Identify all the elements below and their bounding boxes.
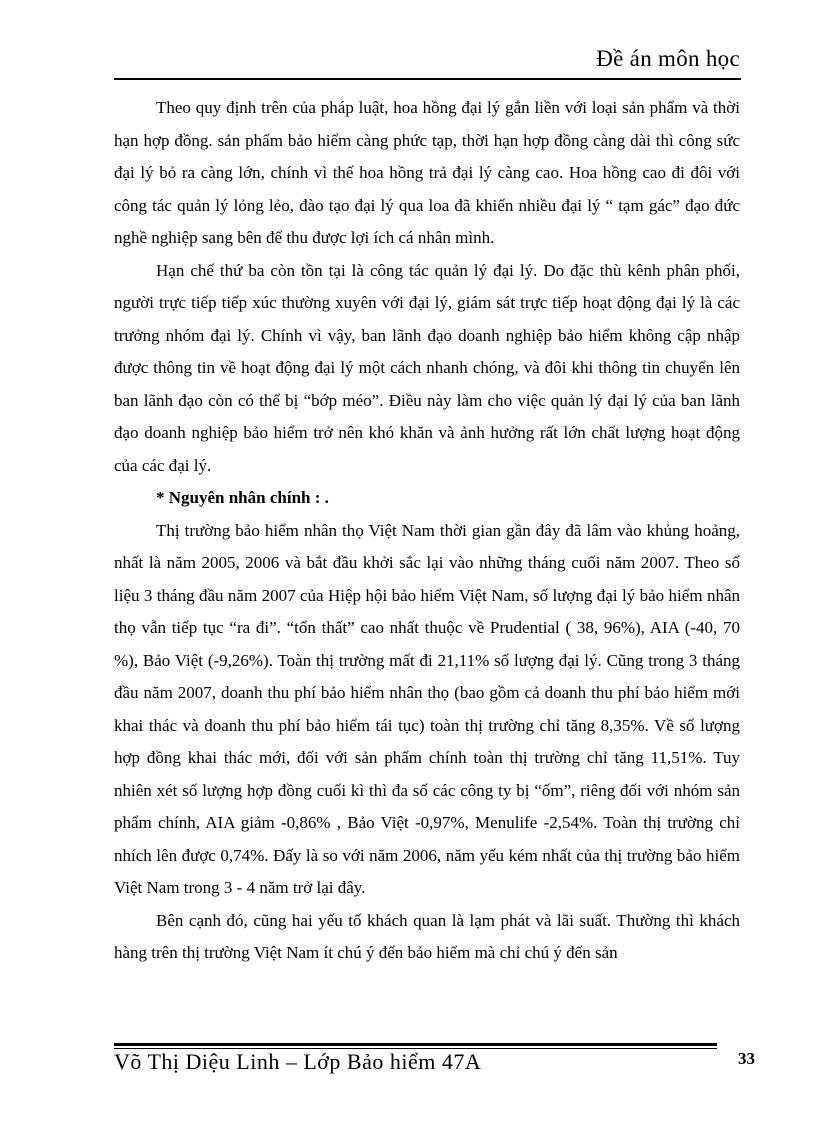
paragraph: Bên cạnh đó, cũng hai yếu tố khách quan là lạm phát và lãi suất. Thường thì khách hàng trên thị trường Việt Nam ít chú ý đến bảo hiểm mà chỉ chú ý đến sản (114, 910, 740, 962)
footer-author: Võ Thị Diệu Linh – Lớp Bảo hiểm 47A (114, 1049, 482, 1074)
page-header-title: Đề án môn học (596, 46, 740, 71)
paragraph: Hạn chế thứ ba còn tồn tại là công tác quản lý đại lý. Do đặc thù kênh phân phối, người trực tiếp tiếp xúc thường xuyên với đại lý, giám sát trực tiếp hoạt động đại lý là các trưởng nhóm đại lý. Chính vì vậy, ban lãnh đạo doanh nghiệp bảo hiểm không cập nhập được thông tin về hoạt động đại lý một cách nhanh chóng, và đôi khi thông tin chuyển lên ban lãnh đạo còn có thể bị “bớp méo”. Điều này làm cho việc quản lý đại lý của ban lãnh đạo doanh nghiệp bảo hiểm trở nên khó khăn và ảnh hưởng rất lớn chất lượng hoạt động của các đại lý. (114, 260, 740, 475)
paragraph: Theo quy định trên của pháp luật, hoa hồng đại lý gắn liền với loại sản phẩm và thời hạn hợp đồng. sản phẩm bảo hiểm càng phức tạp, thời hạn hợp đồng càng dài thì công sức đại lý bỏ ra càng lớn, chính vì thế hoa hồng trả đại lý càng cao. Hoa hồng cao đi đôi với công tác quản lý lỏng lẻo, đào tạo đại lý qua loa đã khiến nhiều đại lý “ tạm gác” đạo đức nghề nghiệp sang bên để thu được lợi ích cá nhân mình. (114, 98, 740, 247)
page-number: 33 (738, 1049, 755, 1068)
footer-divider-thick (114, 1043, 717, 1046)
section-heading: * Nguyên nhân chính : . (156, 488, 329, 507)
document-body (114, 92, 740, 970)
header-divider (114, 78, 741, 80)
paragraph: Thị trường bảo hiểm nhân thọ Việt Nam thời gian gần đây đã lâm vào khủng hoảng, nhất là năm 2005, 2006 và bắt đầu khởi sắc lại vào những tháng cuối năm 2007. Theo số liệu 3 tháng đầu năm 2007 của Hiệp hội bảo hiểm Việt Nam, số lượng đại lý bảo hiểm nhân thọ vẫn tiếp tục “ra đi”. “tổn thất” cao nhất thuộc về Prudential ( 38, 96%), AIA (-40, 70 %), Bảo Việt (-9,26%). Toàn thị trường mất đi 21,11% số lượng đại lý. Cũng trong 3 tháng đầu năm 2007, doanh thu phí bảo hiểm nhân thọ (bao gồm cả doanh thu phí bảo hiểm mới khai thác và doanh thu phí bảo hiểm tái tục) toàn thị trường chỉ tăng 8,35%. Về số lượng hợp đồng khai thác mới, đối với sản phẩm chính toàn thị trường chỉ tăng 11,51%. Tuy nhiên xét số lượng hợp đồng cuối kì thì đa số các công ty bị “ốm”, riêng đối với nhóm sản phẩm chính, AIA giảm -0,86% , Bảo Việt -0,97%, Menulife -2,54%. Toàn thị trường chỉ nhích lên được 0,74%. Đấy là so với năm 2006, năm yếu kém nhất của thị trường bảo hiểm Việt Nam trong 3 - 4 năm trở lại đây. (114, 520, 740, 897)
